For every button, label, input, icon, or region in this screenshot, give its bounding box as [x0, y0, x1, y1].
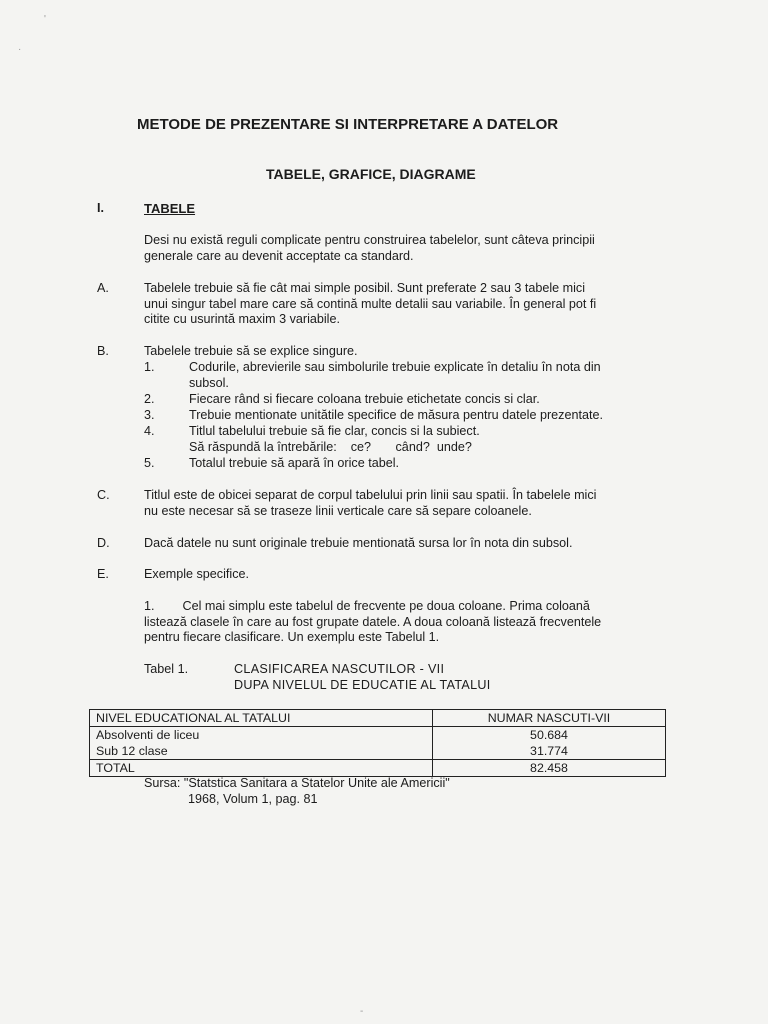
table-cell: 31.774: [433, 743, 666, 760]
scan-mark: ': [44, 14, 46, 25]
source-note: 1968, Volum 1, pag. 81: [188, 792, 318, 806]
item-b-text: Tabelele trebuie să se explice singure.: [144, 344, 358, 358]
frequency-table: [89, 709, 666, 777]
table-cell: 82.458: [433, 760, 666, 777]
page-subheading: TABELE, GRAFICE, DIAGRAME: [266, 166, 476, 182]
item-a-text: [144, 281, 596, 328]
text-line: Codurile, abrevierile sau simbolurile trebuie explicate în detaliu în nota din: [189, 360, 601, 374]
table-cell: Sub 12 clase: [90, 743, 433, 760]
subitem-text: Trebuie mentionate unitătile specifice de măsura pentru datele prezentate.: [189, 408, 603, 422]
text-line: nu este necesar să se traseze linii verticale care să separe coloanele.: [144, 503, 532, 518]
section-marker: I.: [97, 201, 104, 215]
text-line: Titlul este de obicei separat de corpul tabelului prin linii sau spatii. În tabelele mici: [144, 488, 597, 502]
table-title-line: DUPA NIVELUL DE EDUCATIE AL TATALUI: [234, 678, 491, 692]
item-c-marker: C.: [97, 488, 110, 502]
subitem-text: Fiecare rând si fiecare coloana trebuie etichetate concis si clar.: [189, 392, 540, 406]
text-line: 1. Cel mai simplu este tabelul de frecvente pe doua coloane. Prima coloană: [144, 599, 590, 613]
subitem-number: 1.: [144, 360, 155, 374]
table-cell: TOTAL: [90, 760, 433, 777]
table-row: [90, 743, 666, 760]
source-note: Sursa: "Statstica Sanitara a Statelor Unite ale Americii": [144, 776, 450, 790]
table-title-line: CLASIFICAREA NASCUTILOR - VII: [234, 662, 445, 676]
text-line: citite cu usurintă maxim 3 variabile.: [144, 312, 340, 327]
table-row: [90, 727, 666, 744]
scan-mark: -: [360, 1006, 364, 1017]
item-d-text: Dacă datele nu sunt originale trebuie mentionată sursa lor în nota din subsol.: [144, 536, 573, 550]
subitem-number: 3.: [144, 408, 155, 422]
table-header-row: [90, 710, 666, 727]
subitem-number: 4.: [144, 424, 155, 438]
table-label: Tabel 1.: [144, 662, 189, 676]
intro-paragraph: [144, 233, 595, 264]
text-line: subsol.: [189, 375, 229, 390]
subitem-text: [189, 360, 601, 391]
subitem-number: 5.: [144, 456, 155, 470]
item-e-text: Exemple specifice.: [144, 567, 249, 581]
example-paragraph: [144, 599, 601, 646]
item-d-marker: D.: [97, 536, 110, 550]
page-heading: METODE DE PREZENTARE SI INTERPRETARE A DATELOR: [137, 116, 559, 133]
item-b-marker: B.: [97, 344, 109, 358]
text-line: generale care au devenit acceptate ca standard.: [144, 248, 414, 263]
text-line: pentru fiecare clasificare. Un exemplu este Tabelul 1.: [144, 630, 440, 645]
table-cell: 50.684: [433, 727, 666, 744]
subitem-text: [189, 424, 480, 455]
section-title: TABELE: [144, 201, 196, 216]
text-line: listează clasele în care au fost grupate datele. A doua coloană listează frecventele: [144, 614, 602, 629]
table-header-cell: NUMAR NASCUTI-VII: [433, 710, 666, 727]
scan-mark: ·: [18, 44, 22, 55]
table-cell: Absolventi de liceu: [90, 727, 433, 744]
item-c-text: [144, 488, 596, 519]
table-total-row: [90, 760, 666, 777]
subitem-number: 2.: [144, 392, 155, 406]
text-line: Tabelele trebuie să fie cât mai simple posibil. Sunt preferate 2 sau 3 tabele mici: [144, 281, 586, 295]
text-line: Titlul tabelului trebuie să fie clar, concis si la subiect.: [189, 424, 480, 438]
subitem-text: Totalul trebuie să apară în orice tabel.: [189, 456, 400, 470]
item-a-marker: A.: [97, 281, 109, 295]
text-line: Să răspundă la întrebările: ce? când? unde?: [189, 439, 472, 454]
item-e-marker: E.: [97, 567, 109, 581]
text-line: Desi nu există reguli complicate pentru construirea tabelelor, sunt câteva principii: [144, 233, 595, 247]
table-header-cell: NIVEL EDUCATIONAL AL TATALUI: [90, 710, 433, 727]
text-line: unui singur tabel mare care să contină multe detalii sau variabile. În general pot fi: [144, 296, 597, 311]
